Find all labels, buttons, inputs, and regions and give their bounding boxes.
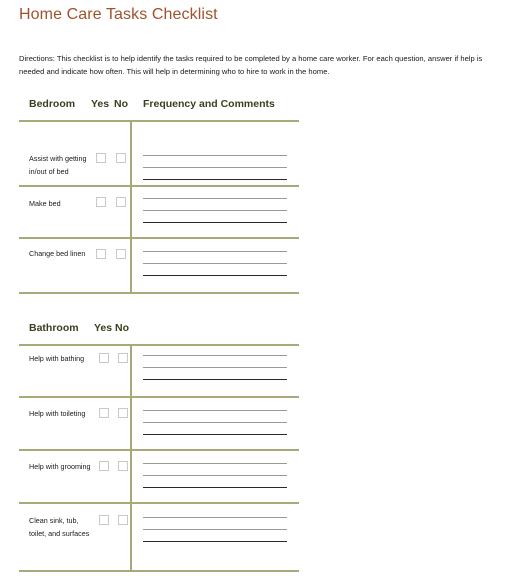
column-divider	[130, 451, 132, 502]
table-row	[19, 122, 299, 187]
table-row	[19, 504, 299, 572]
column-divider	[130, 239, 132, 292]
yes-column-header: Yes	[91, 98, 110, 110]
task-label: Change bed linen	[29, 249, 86, 258]
section-bathroom	[19, 322, 299, 572]
yes-checkbox[interactable]	[99, 461, 109, 471]
task-label: Help with toileting	[29, 409, 86, 418]
table-row	[19, 451, 299, 504]
section-heading: Bathroom	[29, 322, 79, 334]
no-checkbox[interactable]	[118, 515, 128, 525]
task-label: Clean sink, tub, toilet, and surfaces	[29, 516, 90, 538]
no-checkbox[interactable]	[116, 197, 126, 207]
comment-line[interactable]	[143, 379, 287, 380]
comment-line[interactable]	[143, 222, 287, 223]
no-checkbox[interactable]	[118, 408, 128, 418]
comment-line[interactable]	[143, 410, 287, 411]
section-heading: Bedroom	[29, 98, 76, 110]
comment-line[interactable]	[143, 263, 287, 264]
comment-line[interactable]	[143, 155, 287, 156]
section-bedroom	[19, 98, 299, 294]
comment-line[interactable]	[143, 475, 287, 476]
comment-line[interactable]	[143, 517, 287, 518]
yes-checkbox[interactable]	[96, 249, 106, 259]
comment-line[interactable]	[143, 210, 287, 211]
no-checkbox[interactable]	[116, 153, 126, 163]
comments-column-header: Frequency and Comments	[143, 98, 275, 110]
comment-line[interactable]	[143, 167, 287, 168]
task-label: Help with grooming	[29, 462, 91, 471]
section-header	[19, 322, 299, 344]
comment-line[interactable]	[143, 198, 287, 199]
comment-line[interactable]	[143, 434, 287, 435]
yes-checkbox[interactable]	[99, 515, 109, 525]
yes-checkbox[interactable]	[99, 353, 109, 363]
task-label: Help with bathing	[29, 354, 85, 363]
comment-line[interactable]	[143, 529, 287, 530]
column-divider	[130, 504, 132, 570]
no-checkbox[interactable]	[116, 249, 126, 259]
comment-line[interactable]	[143, 541, 287, 542]
comment-line[interactable]	[143, 422, 287, 423]
directions-text: Directions: This checklist is to help identify the tasks required to be completed by a home care worker. For each question, answer if help is needed and indicate how often. This will help in determining who to hire to work in the home.	[19, 54, 483, 76]
column-divider	[130, 122, 132, 185]
table-row	[19, 398, 299, 451]
page-title: Home Care Tasks Checklist	[19, 6, 218, 23]
column-divider	[130, 187, 132, 237]
yes-checkbox[interactable]	[99, 408, 109, 418]
no-column-header: No	[115, 322, 129, 334]
comment-line[interactable]	[143, 367, 287, 368]
yes-column-header: Yes	[94, 322, 113, 334]
comment-line[interactable]	[143, 463, 287, 464]
comment-line[interactable]	[143, 179, 287, 180]
column-divider	[130, 346, 132, 396]
table-row	[19, 239, 299, 294]
no-column-header: No	[114, 98, 128, 110]
comment-line[interactable]	[143, 275, 287, 276]
table-row	[19, 187, 299, 239]
comment-line[interactable]	[143, 355, 287, 356]
table-row	[19, 346, 299, 398]
yes-checkbox[interactable]	[96, 197, 106, 207]
comment-line[interactable]	[143, 487, 287, 488]
section-header	[19, 98, 299, 120]
no-checkbox[interactable]	[118, 461, 128, 471]
column-divider	[130, 398, 132, 449]
task-label: Assist with getting in/out of bed	[29, 154, 87, 176]
yes-checkbox[interactable]	[96, 153, 106, 163]
comment-line[interactable]	[143, 251, 287, 252]
no-checkbox[interactable]	[118, 353, 128, 363]
task-label: Make bed	[29, 199, 61, 208]
